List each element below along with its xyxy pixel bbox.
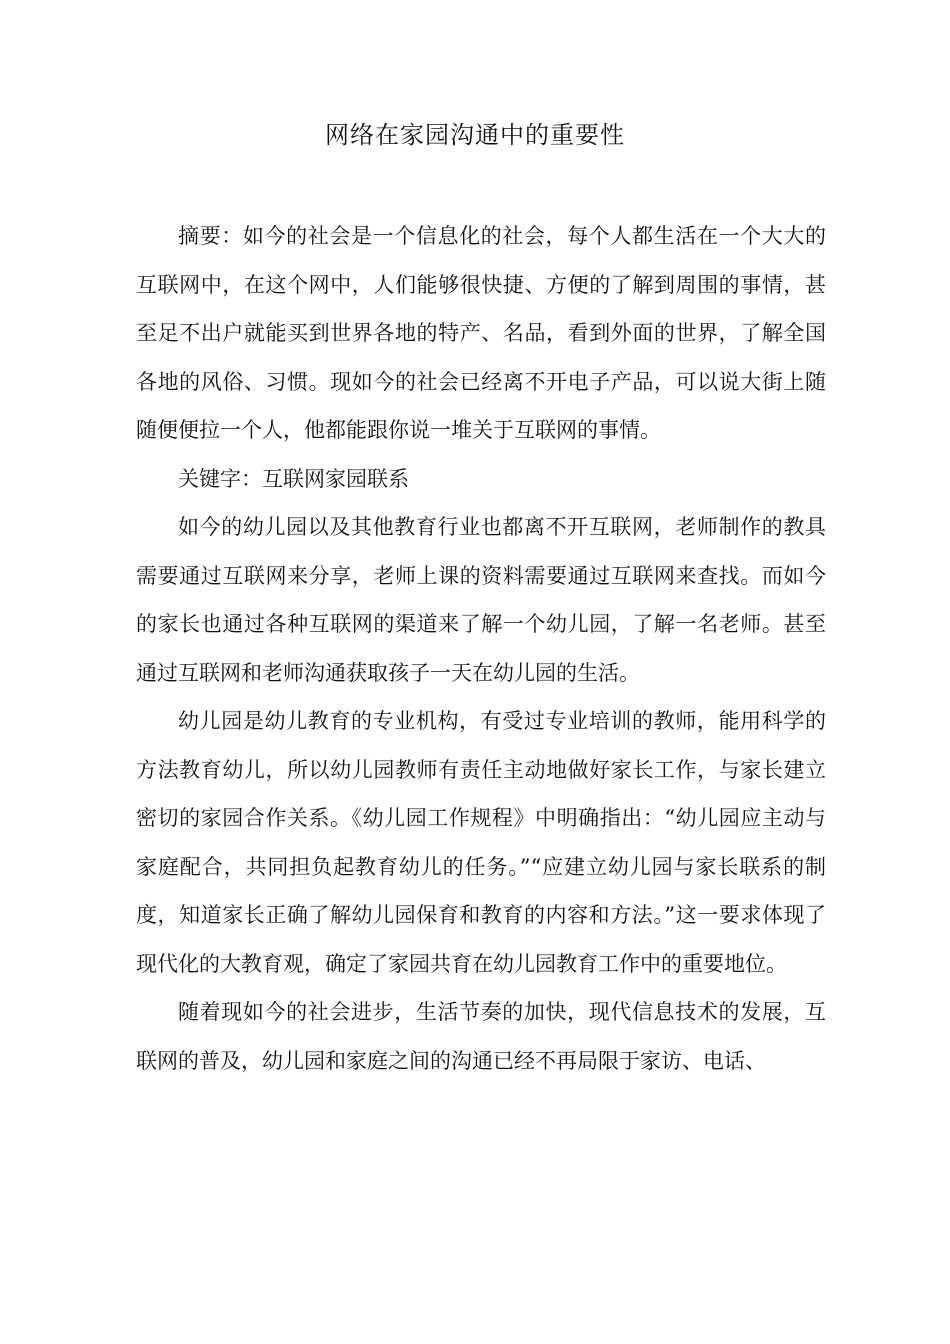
document-title: 网络在家园沟通中的重要性 — [325, 121, 625, 149]
body-paragraph: 如今的幼儿园以及其他教育行业也都离不开互联网，老师制作的教具需要通过互联网来分享，老师上课的资料需要通过互联网来查找。而如今的家长也通过各种互联网的渠道来了解一个幼儿园，了解一名老师。甚至通过互联网和老师沟通获取孩子一天在幼儿园的生活。 — [136, 515, 826, 685]
abstract-paragraph: 摘要：如今的社会是一个信息化的社会，每个人都生活在一个大大的互联网中，在这个网中，人们能够很快捷、方便的了解到周围的事情，甚至足不出户就能买到世界各地的特产、名品，看到外面的世界，了解全国各地的风俗、习惯。现如今的社会已经离不开电子产品，可以说大街上随随便便拉一个人，他都能跟你说一堆关于互联网的事情。 — [136, 224, 826, 442]
body-paragraph: 随着现如今的社会进步，生活节奏的加快，现代信息技术的发展，互联网的普及，幼儿园和家庭之间的沟通已经不再局限于家访、电话、 — [136, 1000, 826, 1073]
document-body — [136, 212, 826, 1085]
body-paragraph: 幼儿园是幼儿教育的专业机构，有受过专业培训的教师，能用科学的方法教育幼儿，所以幼儿园教师有责任主动地做好家长工作，与家长建立密切的家园合作关系。《幼儿园工作规程》中明确指出：“幼儿园应主动与家庭配合，共同担负起教育幼儿的任务。”“应建立幼儿园与家长联系的制度，知道家长正确了解幼儿园保育和教育的内容和方法。”这一要求体现了现代化的大教育观，确定了家园共育在幼儿园教育工作中的重要地位。 — [136, 709, 826, 976]
keywords-line: 关键字：互联网家园联系 — [178, 466, 409, 491]
